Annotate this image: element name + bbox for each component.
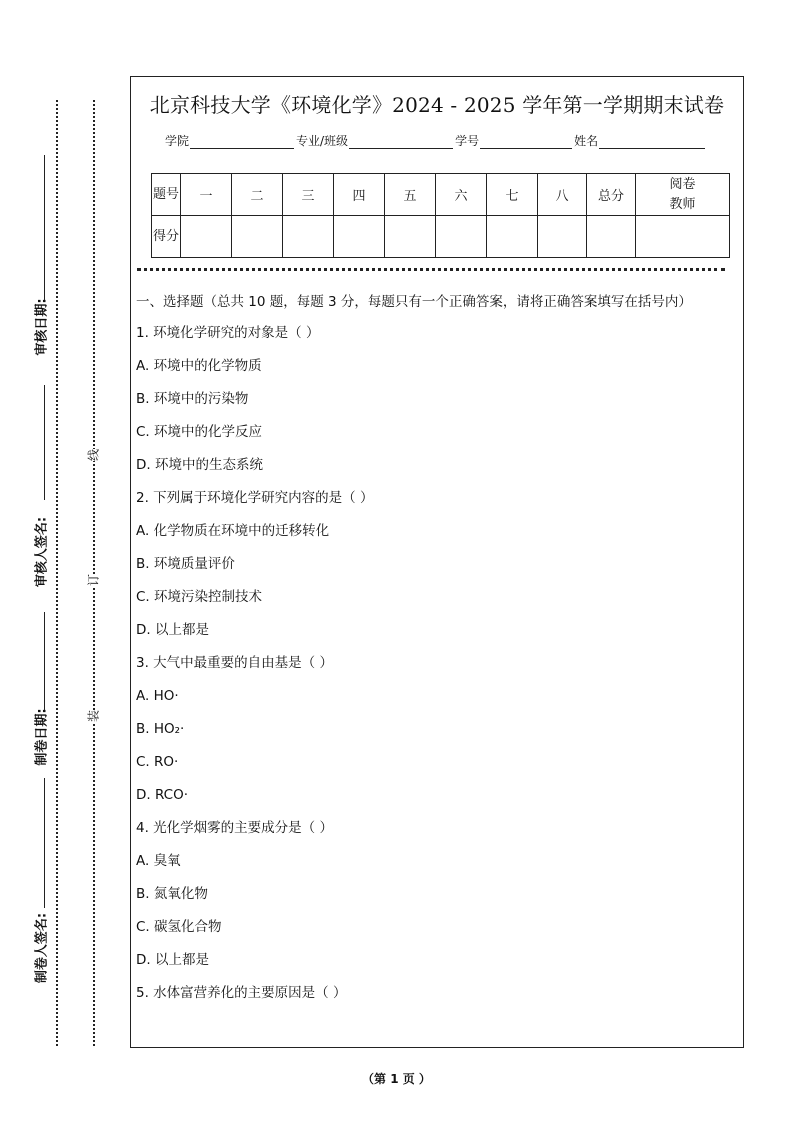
page-number: （第 1 页 ） <box>362 1072 431 1086</box>
question-option: D. RCO· <box>136 787 189 803</box>
reviewer-cell[interactable] <box>636 216 730 258</box>
review-date-blank <box>44 155 45 300</box>
reviewer-header-line1: 阅卷 <box>669 176 696 192</box>
question-stem: 1. 环境化学研究的对象是（ ） <box>136 325 320 341</box>
question-option: A. 化学物质在环境中的迁移转化 <box>136 523 330 539</box>
question-stem: 3. 大气中最重要的自由基是（ ） <box>136 655 333 671</box>
compiler-signature-blank <box>44 778 45 908</box>
reviewer-signature-blank <box>44 385 45 500</box>
score-table-score-row <box>152 216 730 258</box>
column-header: 二 <box>232 174 283 216</box>
question-option: B. 环境质量评价 <box>136 556 235 572</box>
student-id-field[interactable] <box>480 134 572 149</box>
column-header: 五 <box>385 174 436 216</box>
score-table-header-row <box>152 174 730 216</box>
college-field[interactable] <box>190 134 294 149</box>
column-header: 七 <box>487 174 538 216</box>
review-date-label: 审核日期: <box>34 298 50 356</box>
reviewer-header-line2: 教师 <box>669 196 696 212</box>
score-cell[interactable] <box>181 216 232 258</box>
exam-body <box>136 291 736 1015</box>
column-header: 八 <box>538 174 587 216</box>
compile-date-label: 制卷日期: <box>34 708 50 766</box>
score-cell[interactable] <box>436 216 487 258</box>
score-cell[interactable] <box>385 216 436 258</box>
question-option: C. RO· <box>136 754 179 770</box>
exam-frame <box>130 76 744 1048</box>
info-label-student-id: 学号 <box>455 134 480 148</box>
question-stem: 2. 下列属于环境化学研究内容的是（ ） <box>136 490 374 506</box>
question-option: C. 环境中的化学反应 <box>136 424 263 440</box>
question-option: B. HO₂· <box>136 721 185 737</box>
binding-mark-bind: 装 <box>83 710 104 722</box>
binding-mark-order: 订 <box>83 574 104 586</box>
score-cell[interactable] <box>538 216 587 258</box>
score-table <box>151 173 730 258</box>
reviewer-header <box>636 174 730 216</box>
question-number-header: 题号 <box>152 174 181 216</box>
question-option: B. 环境中的污染物 <box>136 391 249 407</box>
question-option: A. 臭氧 <box>136 853 181 869</box>
compile-date-blank <box>44 612 45 710</box>
question-option: B. 氮氧化物 <box>136 886 208 902</box>
compiler-signature-label: 制卷人签名: <box>34 912 50 984</box>
column-header: 一 <box>181 174 232 216</box>
binding-dotted-line-outer <box>56 100 58 1046</box>
info-label-major-class: 专业/班级 <box>296 134 349 148</box>
score-cell[interactable] <box>232 216 283 258</box>
question-stem: 5. 水体富营养化的主要原因是（ ） <box>136 985 347 1001</box>
question-option: A. HO· <box>136 688 179 704</box>
exam-title: 北京科技大学《环境化学》2024 - 2025 学年第一学期期末试卷 <box>149 93 725 117</box>
name-field[interactable] <box>599 134 705 149</box>
info-label-college: 学院 <box>165 134 190 148</box>
column-header: 四 <box>334 174 385 216</box>
student-info-row <box>165 132 707 149</box>
major-class-field[interactable] <box>349 134 453 149</box>
reviewer-signature-label: 审核人签名: <box>34 516 50 588</box>
header-dotted-separator <box>137 268 725 271</box>
question-stem: 4. 光化学烟雾的主要成分是（ ） <box>136 820 333 836</box>
question-option: D. 以上都是 <box>136 622 209 638</box>
section-heading: 一、选择题（总共 10 题，每题 3 分，每题只有一个正确答案，请将正确答案填写在括号内） <box>136 294 692 310</box>
column-header: 三 <box>283 174 334 216</box>
score-cell[interactable] <box>283 216 334 258</box>
score-cell[interactable] <box>487 216 538 258</box>
question-option: C. 碳氢化合物 <box>136 919 222 935</box>
info-label-name: 姓名 <box>574 134 599 148</box>
binding-mark-line: 线 <box>83 449 104 461</box>
column-header: 六 <box>436 174 487 216</box>
question-option: D. 以上都是 <box>136 952 209 968</box>
total-score-header: 总分 <box>587 174 636 216</box>
question-option: D. 环境中的生态系统 <box>136 457 263 473</box>
total-score-cell[interactable] <box>587 216 636 258</box>
question-option: A. 环境中的化学物质 <box>136 358 262 374</box>
score-row-header: 得分 <box>152 216 181 258</box>
question-option: C. 环境污染控制技术 <box>136 589 263 605</box>
score-cell[interactable] <box>334 216 385 258</box>
